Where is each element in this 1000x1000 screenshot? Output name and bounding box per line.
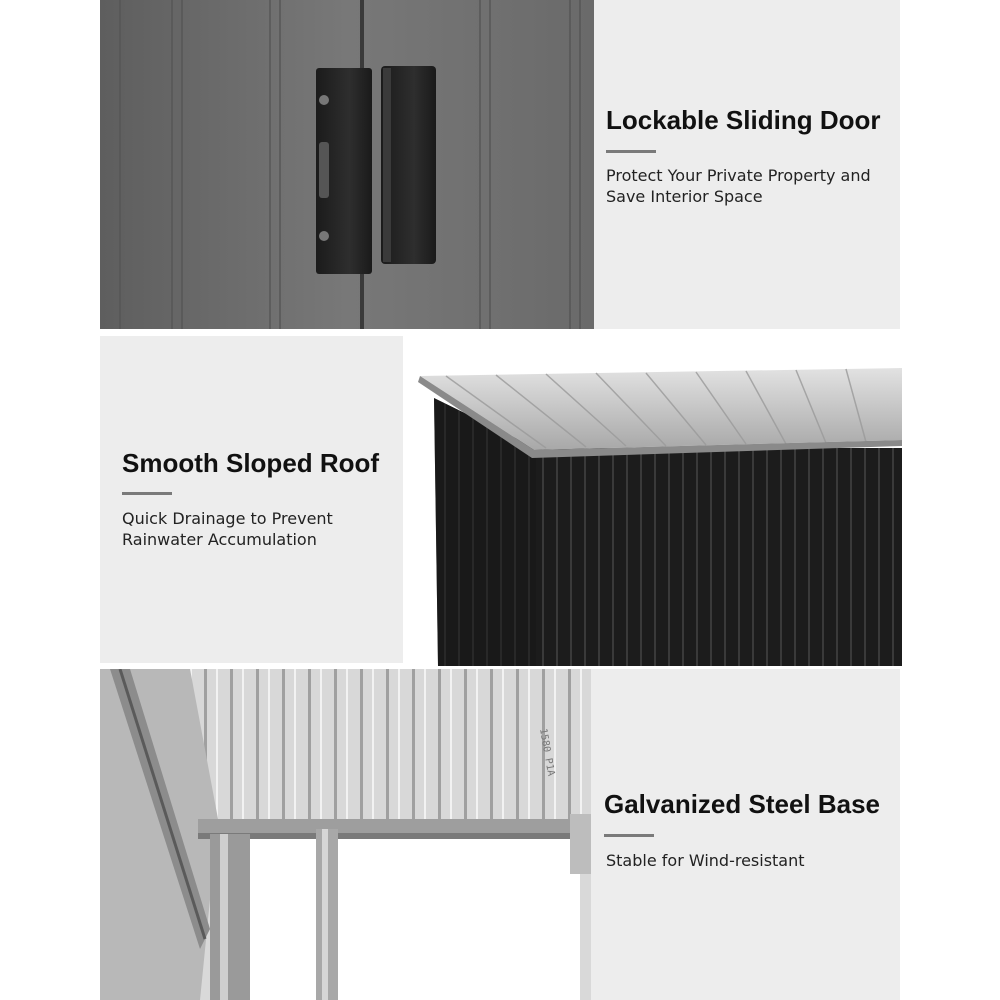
door-handle-photo bbox=[100, 0, 594, 329]
description-line: Stable for Wind-resistant bbox=[606, 851, 805, 870]
divider bbox=[606, 150, 656, 153]
description-line: Protect Your Private Property and bbox=[606, 166, 871, 185]
description-line: Rainwater Accumulation bbox=[122, 530, 317, 549]
feature-description bbox=[606, 850, 886, 871]
shed-roof-icon bbox=[416, 336, 902, 666]
panel-stamp: 1580 P1A bbox=[537, 727, 557, 777]
feature-card-base bbox=[591, 669, 900, 1000]
feature-description bbox=[122, 508, 392, 550]
description-line: Quick Drainage to Prevent bbox=[122, 509, 333, 528]
shed-roof-photo bbox=[416, 336, 902, 666]
feature-title: Galvanized Steel Base bbox=[604, 789, 881, 819]
door-handle-icon bbox=[100, 0, 594, 329]
steel-base-photo bbox=[100, 669, 591, 1000]
divider bbox=[604, 834, 654, 837]
divider bbox=[122, 492, 172, 495]
feature-description bbox=[606, 165, 896, 207]
feature-card-door bbox=[594, 0, 900, 329]
feature-title: Lockable Sliding Door bbox=[606, 105, 881, 135]
description-line: Save Interior Space bbox=[606, 187, 763, 206]
feature-title: Smooth Sloped Roof bbox=[122, 448, 380, 478]
feature-card-roof bbox=[100, 336, 403, 663]
steel-base-icon bbox=[100, 669, 591, 1000]
